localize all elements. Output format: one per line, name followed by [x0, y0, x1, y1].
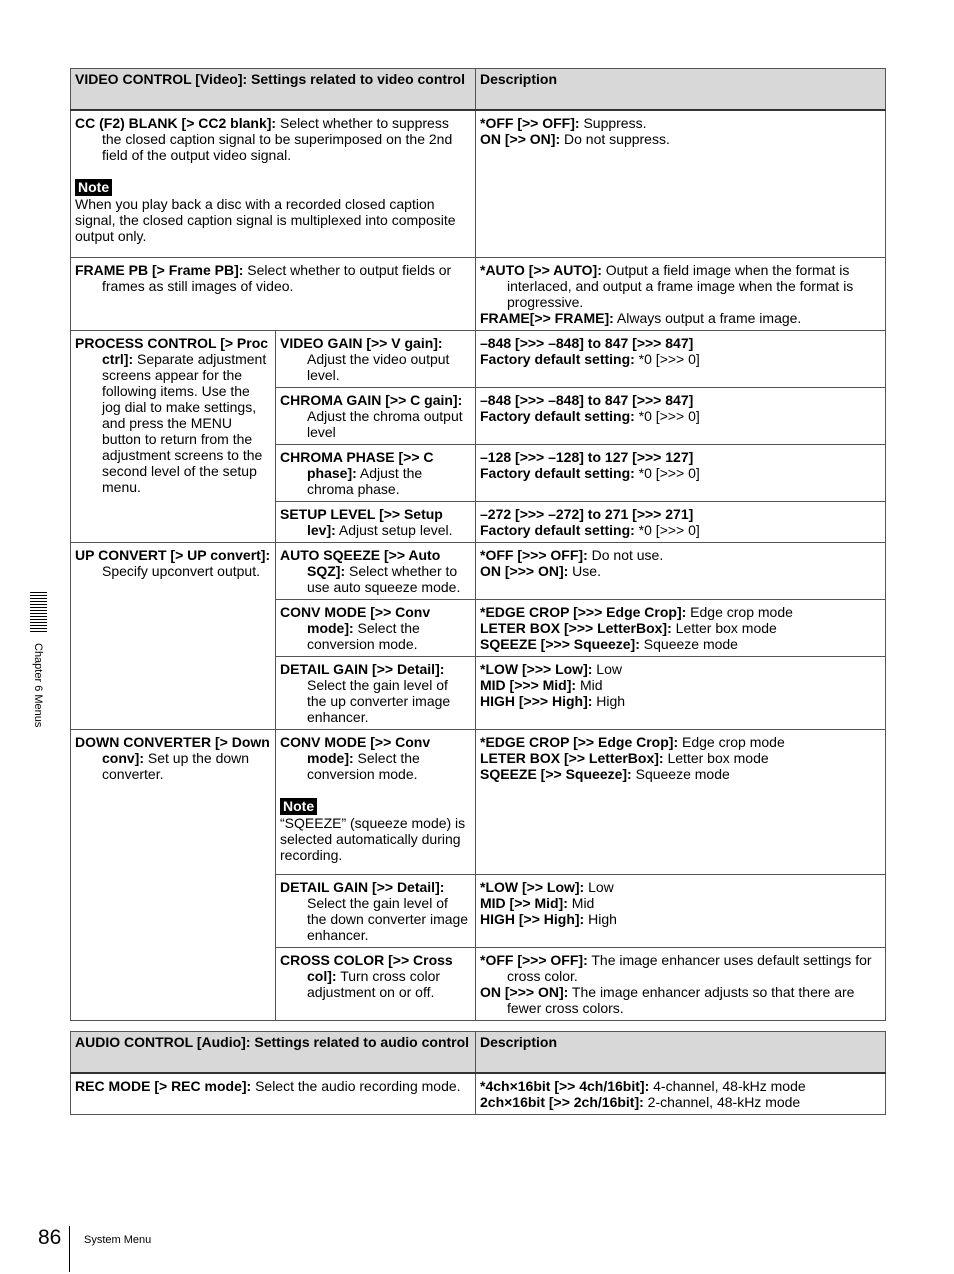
process-control-setting [71, 331, 276, 543]
up-detail-gain-desc-low-label: *LOW [>>> Low]: [480, 661, 593, 677]
up-detail-gain-desc-low-text: Low [592, 661, 622, 677]
down-detail-gain-desc-mid-text: Mid [567, 895, 595, 911]
cc-blank-note-badge: Note [75, 179, 112, 196]
cross-color-desc-off-label: *OFF [>>> OFF]: [480, 952, 588, 968]
rec-mode-desc-2ch-text: 2-channel, 48-kHz mode [643, 1094, 801, 1110]
up-conv-mode-desc-edge-label: *EDGE CROP [>>> Edge Crop]: [480, 604, 687, 620]
frame-pb-setting [71, 258, 476, 331]
chroma-phase-setting [276, 445, 476, 502]
down-converter-title: DOWN CONVERTER [> Down conv]: [75, 734, 270, 766]
up-detail-gain-desc-high-text: High [592, 693, 626, 709]
cc-blank-description [476, 110, 886, 258]
video-gain-setting [276, 331, 476, 388]
down-detail-gain-title: DETAIL GAIN [>> Detail]: [280, 879, 445, 895]
setup-level-range: –272 [>>> –272] to 271 [>>> 271] [480, 506, 694, 522]
auto-sqeeze-setting [276, 543, 476, 600]
setup-level-title: SETUP LEVEL [>> Setup lev]: [280, 506, 443, 538]
chroma-phase-text: Adjust the chroma phase. [307, 465, 423, 497]
chroma-gain-range: –848 [>>> –848] to 847 [>>> 847] [480, 392, 694, 408]
footer-section-label: System Menu [84, 1234, 152, 1246]
down-conv-mode-note-text: “SQEEZE” (squeeze mode) is selected automatically during recording. [280, 815, 466, 863]
up-detail-gain-description [476, 657, 886, 730]
chroma-phase-default-label: Factory default setting: [480, 465, 635, 481]
rec-mode-desc-4ch-text: 4-channel, 48-kHz mode [649, 1078, 806, 1094]
down-detail-gain-desc-low-label: *LOW [>> Low]: [480, 879, 585, 895]
auto-sqeeze-title: AUTO SQEEZE [>> Auto SQZ]: [280, 547, 441, 579]
up-conv-mode-description [476, 600, 886, 657]
chroma-gain-default-label: Factory default setting: [480, 408, 635, 424]
setup-level-text: Adjust setup level. [335, 522, 453, 538]
process-control-row [71, 331, 886, 388]
cc-blank-title: CC (F2) BLANK [> CC2 blank]: [75, 115, 277, 131]
cross-color-setting [276, 948, 476, 1021]
up-conv-mode-text: Select the conversion mode. [307, 620, 420, 652]
video-gain-range: –848 [>>> –848] to 847 [>>> 847] [480, 335, 694, 351]
up-detail-gain-title: DETAIL GAIN [>> Detail]: [280, 661, 445, 677]
frame-pb-description [476, 258, 886, 331]
up-detail-gain-desc-mid-label: MID [>>> Mid]: [480, 677, 577, 693]
chroma-gain-title: CHROMA GAIN [>> C gain]: [280, 392, 463, 408]
up-detail-gain-setting [276, 657, 476, 730]
process-control-text: Separate adjustment screens appear for the following items. Use the jog dial to make settings, and press the MENU button to return from the adjustment screens to the second level of the setup menu. [102, 351, 267, 495]
audio-header-settings: AUDIO CONTROL [Audio]: Settings related to audio control [71, 1032, 476, 1074]
rec-mode-text: Select the audio recording mode. [251, 1078, 461, 1094]
auto-sqeeze-description [476, 543, 886, 600]
cross-color-desc-on-text: The image enhancer adjusts so that there are fewer cross colors. [507, 984, 855, 1016]
down-conv-mode-desc-squeeze-text: Squeeze mode [631, 766, 730, 782]
chapter-thumb-index [30, 592, 47, 632]
down-conv-mode-desc-squeeze-label: SQEEZE [>> Squeeze]: [480, 766, 632, 782]
frame-pb-desc-auto-label: *AUTO [>> AUTO]: [480, 262, 602, 278]
chroma-phase-description [476, 445, 886, 502]
down-conv-mode-desc-letter-label: LETER BOX [>> LetterBox]: [480, 750, 664, 766]
down-converter-setting [71, 730, 276, 1021]
auto-sqeeze-desc-off-text: Do not use. [587, 547, 664, 563]
rec-mode-title: REC MODE [> REC mode]: [75, 1078, 252, 1094]
cc-blank-note-text: When you play back a disc with a recorded closed caption signal, the closed caption signal is multiplexed into composite output only. [75, 196, 456, 244]
down-detail-gain-desc-mid-label: MID [>> Mid]: [480, 895, 568, 911]
auto-sqeeze-desc-off-label: *OFF [>>> OFF]: [480, 547, 588, 563]
down-conv-mode-setting [276, 730, 476, 875]
cc-blank-desc-off-label: *OFF [>> OFF]: [480, 115, 580, 131]
setup-level-setting [276, 502, 476, 543]
down-conv-mode-desc-letter-text: Letter box mode [663, 750, 769, 766]
down-conv-mode-title: CONV MODE [>> Conv mode]: [280, 734, 431, 766]
rec-mode-desc-2ch-label: 2ch×16bit [>> 2ch/16bit]: [480, 1094, 644, 1110]
setup-level-default-label: Factory default setting: [480, 522, 635, 538]
audio-header-description: Description [476, 1032, 886, 1074]
chroma-gain-setting [276, 388, 476, 445]
frame-pb-desc-frame-label: FRAME[>> FRAME]: [480, 310, 614, 326]
cross-color-title: CROSS COLOR [>> Cross col]: [280, 952, 453, 984]
frame-pb-desc-auto-text: Output a field image when the format is interlaced, and output a frame image when the format is progressive. [507, 262, 854, 310]
auto-sqeeze-desc-on-text: Use. [568, 563, 601, 579]
footer-divider [69, 1226, 70, 1272]
auto-sqeeze-desc-on-label: ON [>>> ON]: [480, 563, 569, 579]
down-detail-gain-desc-low-text: Low [584, 879, 614, 895]
page-number: 86 [38, 1226, 62, 1249]
up-conv-mode-desc-letter-label: LETER BOX [>>> LetterBox]: [480, 620, 672, 636]
down-detail-gain-desc-high-text: High [584, 911, 617, 927]
down-detail-gain-text: Select the gain level of the down converter image enhancer. [307, 895, 469, 943]
setup-level-description [476, 502, 886, 543]
chroma-gain-default-value: *0 [>>> 0] [634, 408, 700, 424]
cross-color-text: Turn cross color adjustment on or off. [307, 968, 441, 1000]
down-conv-mode-text: Select the conversion mode. [307, 750, 420, 782]
cc-blank-desc-on-text: Do not suppress. [560, 131, 670, 147]
rec-mode-desc-4ch-label: *4ch×16bit [>> 4ch/16bit]: [480, 1078, 650, 1094]
up-convert-title: UP CONVERT [> UP convert]: [75, 547, 271, 563]
frame-pb-row [71, 258, 886, 331]
video-table-header [71, 69, 886, 111]
setup-level-default-value: *0 [>>> 0] [634, 522, 700, 538]
down-converter-text: Set up the down converter. [102, 750, 250, 782]
up-conv-mode-desc-squeeze-text: Squeeze mode [639, 636, 738, 652]
video-gain-title: VIDEO GAIN [>> V gain]: [280, 335, 443, 351]
cross-color-desc-on-label: ON [>>> ON]: [480, 984, 569, 1000]
audio-table-header [71, 1032, 886, 1074]
up-detail-gain-desc-mid-text: Mid [576, 677, 603, 693]
cc-blank-setting [71, 110, 476, 258]
down-conv-mode-description [476, 730, 886, 875]
audio-control-table [70, 1031, 886, 1115]
down-conv-mode-row [71, 730, 886, 875]
cross-color-description [476, 948, 886, 1021]
video-header-settings: VIDEO CONTROL [Video]: Settings related to video control [71, 69, 476, 111]
chroma-gain-description [476, 388, 886, 445]
up-convert-text: Specify upconvert output. [102, 563, 260, 579]
up-conv-mode-desc-squeeze-label: SQEEZE [>>> Squeeze]: [480, 636, 640, 652]
up-conv-mode-title: CONV MODE [>> Conv mode]: [280, 604, 431, 636]
video-gain-default-label: Factory default setting: [480, 351, 635, 367]
cc-blank-text: Select whether to suppress the closed caption signal to be superimposed on the 2nd field of the output video signal. [102, 115, 453, 163]
chroma-phase-default-value: *0 [>>> 0] [634, 465, 700, 481]
up-conv-mode-setting [276, 600, 476, 657]
frame-pb-title: FRAME PB [> Frame PB]: [75, 262, 244, 278]
video-control-table [70, 68, 886, 1021]
video-header-description: Description [476, 69, 886, 111]
cc-blank-desc-on-label: ON [>> ON]: [480, 131, 561, 147]
auto-sqeeze-text: Select whether to use auto squeeze mode. [307, 563, 461, 595]
chroma-phase-range: –128 [>>> –128] to 127 [>>> 127] [480, 449, 694, 465]
video-gain-text: Adjust the video output level. [307, 351, 450, 383]
up-conv-mode-desc-letter-text: Letter box mode [671, 620, 777, 636]
cross-color-desc-off-text: The image enhancer uses default settings for cross color. [507, 952, 872, 984]
down-detail-gain-desc-high-label: HIGH [>> High]: [480, 911, 585, 927]
cc-blank-desc-off-text: Suppress. [579, 115, 647, 131]
down-detail-gain-description [476, 875, 886, 948]
frame-pb-desc-frame-text: Always output a frame image. [613, 310, 802, 326]
up-convert-setting [71, 543, 276, 730]
up-conv-mode-desc-edge-text: Edge crop mode [686, 604, 793, 620]
rec-mode-description [476, 1073, 886, 1115]
down-conv-mode-desc-edge-text: Edge crop mode [678, 734, 785, 750]
cc-blank-row [71, 110, 886, 258]
down-detail-gain-setting [276, 875, 476, 948]
process-control-title: PROCESS CONTROL [> Proc ctrl]: [75, 335, 269, 367]
up-detail-gain-text: Select the gain level of the up converter image enhancer. [307, 677, 451, 725]
down-conv-mode-desc-edge-label: *EDGE CROP [>> Edge Crop]: [480, 734, 679, 750]
chroma-phase-title: CHROMA PHASE [>> C phase]: [280, 449, 434, 481]
frame-pb-text: Select whether to output fields or frames as still images of video. [102, 262, 452, 294]
chroma-gain-text: Adjust the chroma output level [307, 408, 463, 440]
video-gain-default-value: *0 [>>> 0] [634, 351, 700, 367]
chapter-label: Chapter 6 Menus [32, 643, 44, 728]
auto-sqeeze-row [71, 543, 886, 600]
rec-mode-row [71, 1073, 886, 1115]
video-gain-description [476, 331, 886, 388]
up-detail-gain-desc-high-label: HIGH [>>> High]: [480, 693, 593, 709]
rec-mode-setting [71, 1073, 476, 1115]
down-conv-mode-note-badge: Note [280, 798, 317, 815]
